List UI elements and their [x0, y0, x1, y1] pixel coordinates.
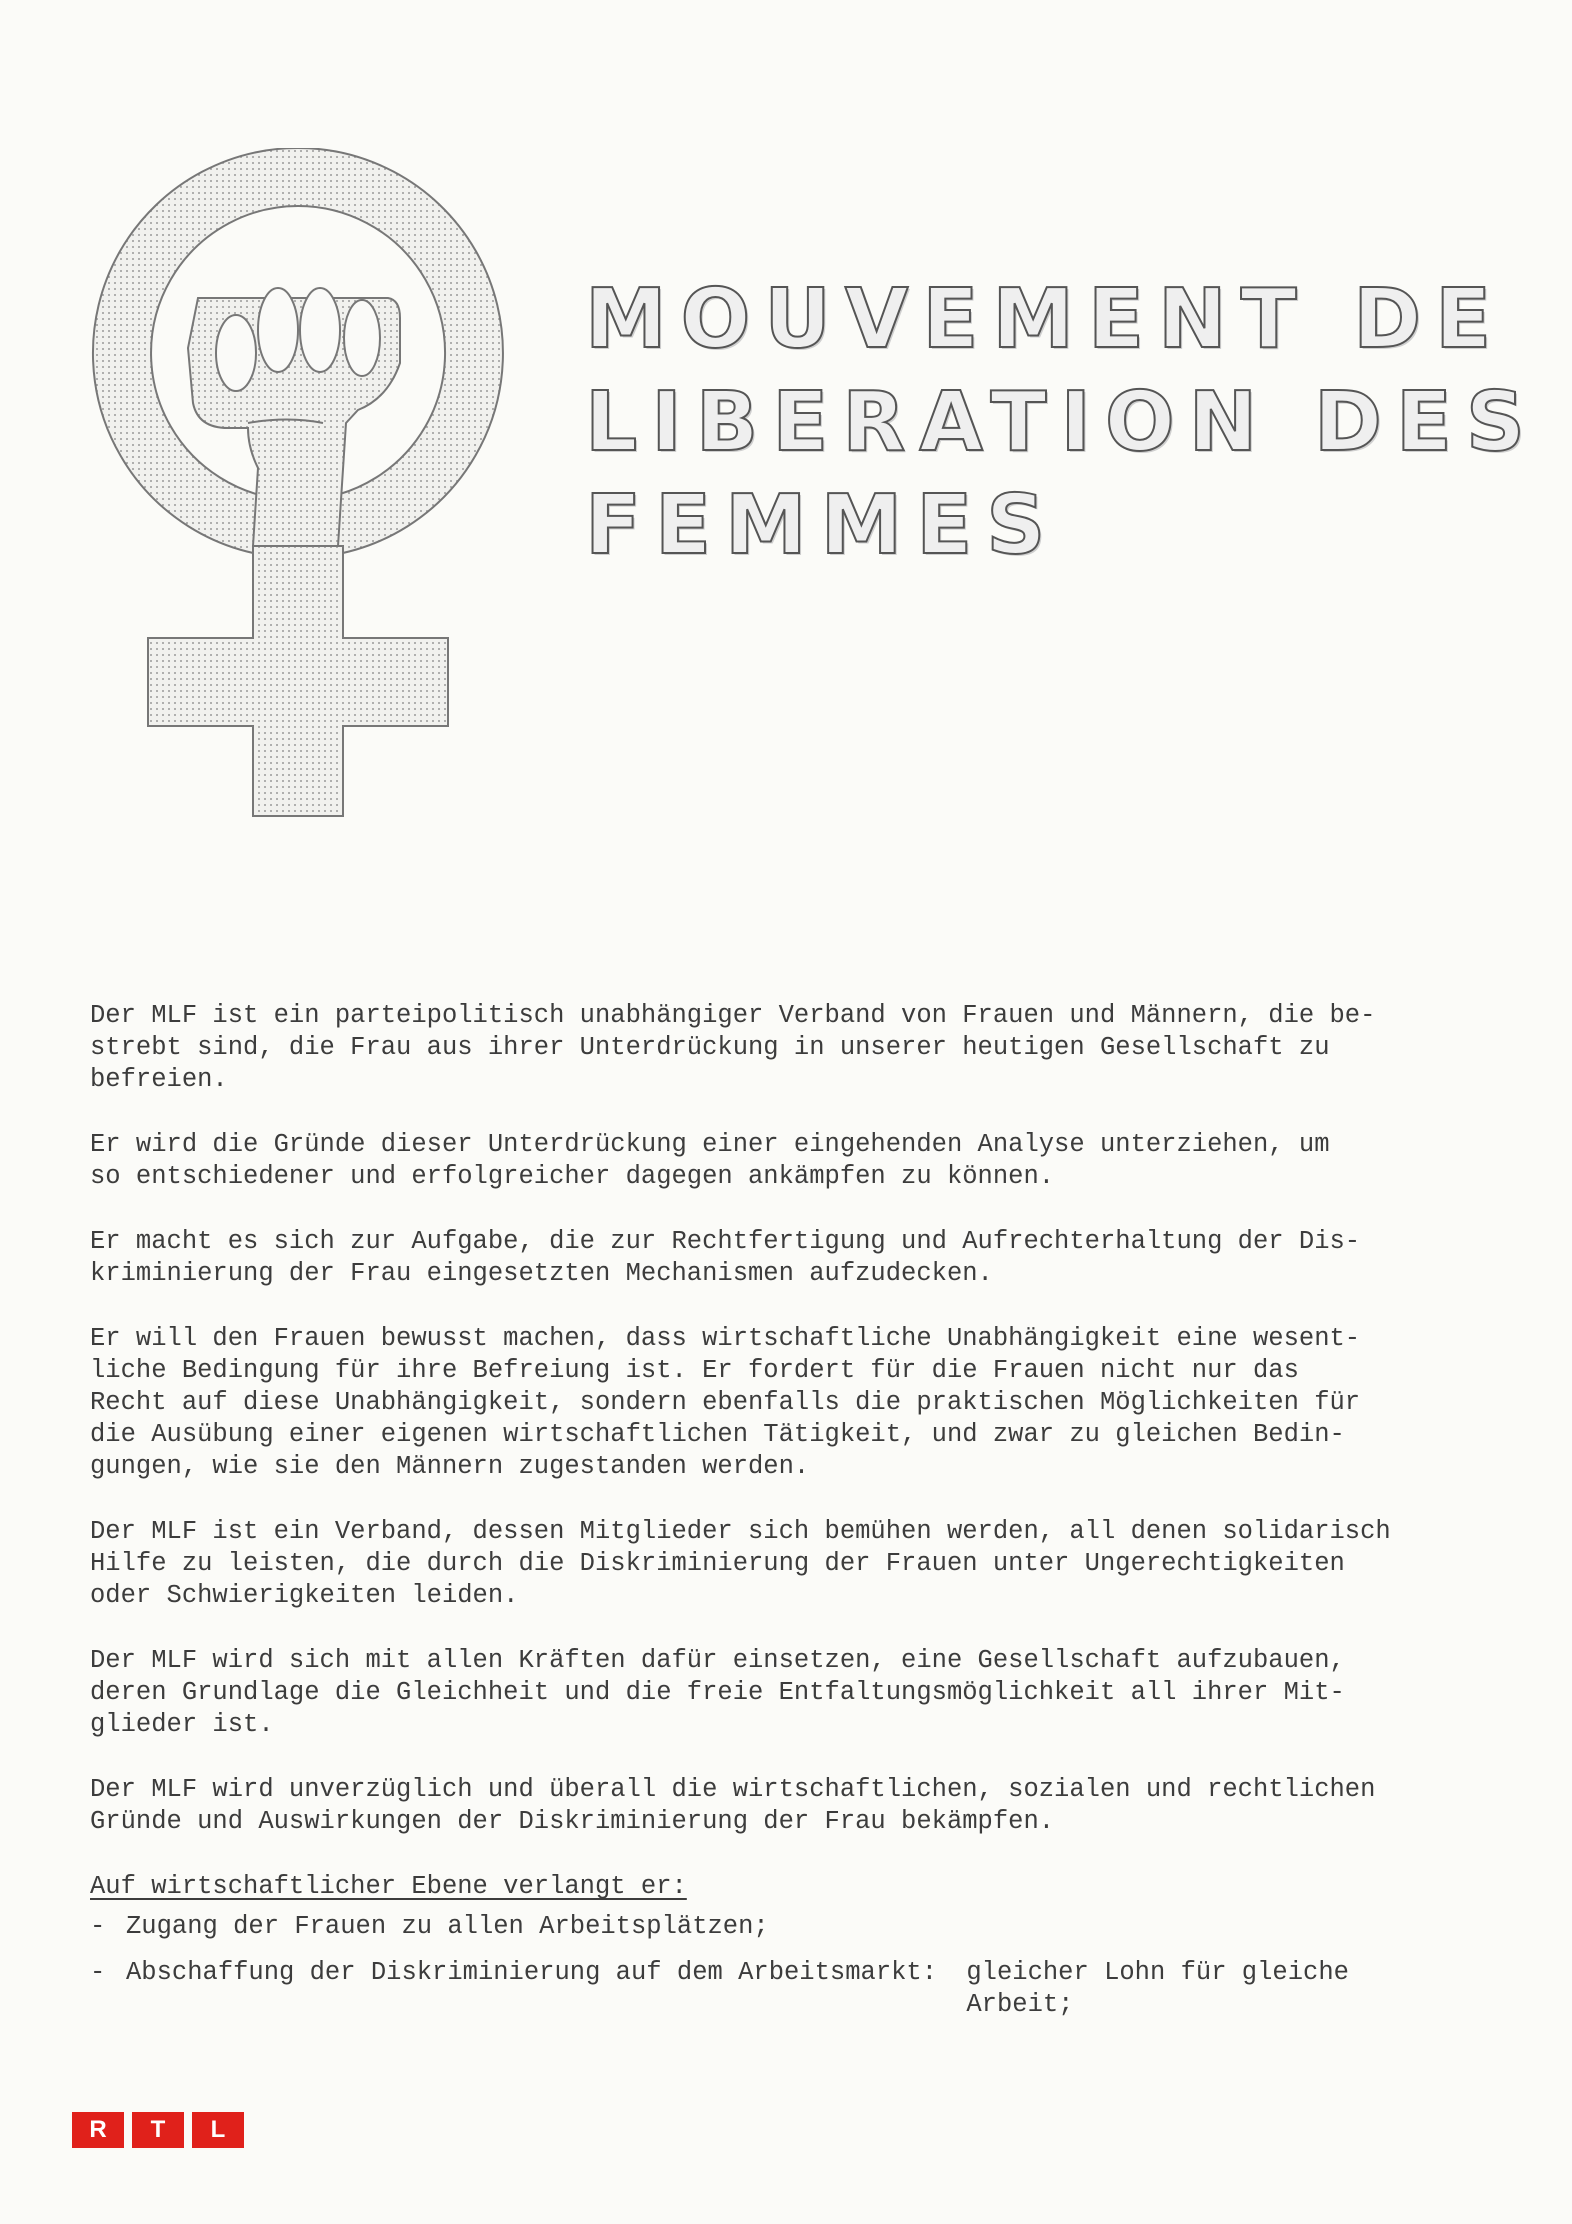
list-item [90, 1911, 1510, 1943]
title-line-3: FEMMES [585, 478, 1060, 573]
paragraph: Der MLF wird sich mit allen Kräften dafür einsetzen, eine Gesellschaft aufzubauen, deren Grundlage die Gleichheit und die freie Entfaltungsmöglichkeit all ihrer Mit- glieder ist. [90, 1646, 1345, 1739]
paragraph: Er macht es sich zur Aufgabe, die zur Rechtfertigung und Aufrechterhaltung der Dis- kriminierung der Frau eingesetzten Mechanismen aufzudecken. [90, 1227, 1361, 1288]
paragraph: Der MLF ist ein Verband, dessen Mitglieder sich bemühen werden, all denen solidarisch Hilfe zu leisten, die durch die Diskriminierung der Frauen unter Ungerechtigkeiten oder Schwierigkeiten leiden. [90, 1517, 1391, 1610]
venus-fist-icon [88, 148, 508, 818]
rtl-logo-letter: L [192, 2112, 244, 2148]
rtl-logo-letter: T [132, 2112, 184, 2148]
list-item-text: Zugang der Frauen zu allen Arbeitsplätzen; [126, 1912, 769, 1941]
list-item [90, 1957, 1510, 2021]
paragraph: Der MLF wird unverzüglich und überall die wirtschaftlichen, sozialen und rechtlichen Gründe und Auswirkungen der Diskriminierung der Frau bekämpfen. [90, 1775, 1376, 1836]
title-line-2: LIBERATION DES [585, 375, 1539, 470]
list-item-continuation: gleicher Lohn für gleiche Arbeit; [966, 1958, 1349, 2019]
paragraph: Er will den Frauen bewusst machen, dass wirtschaftliche Unabhängigkeit eine wesent- liche Bedingung für ihre Befreiung ist. Er fordert für die Frauen nicht nur das Recht auf diese Unabhängigkeit, sondern ebenfalls die praktischen Möglichkeiten für die Ausübung einer eigenen wirtschaftlichen Tätigkeit, und zwar zu gleichen Bedin- gungen, wie sie den Männern zugestanden werden. [90, 1324, 1361, 1481]
section-heading: Auf wirtschaftlicher Ebene verlangt er: [90, 1872, 687, 1901]
title-line-1: MOUVEMENT DE [585, 272, 1506, 367]
rtl-logo-letter: R [72, 2112, 124, 2148]
list-dash: - [90, 1912, 106, 1941]
paragraph: Der MLF ist ein parteipolitisch unabhängiger Verband von Frauen und Männern, die be- strebt sind, die Frau aus ihrer Unterdrückung in unserer heutigen Gesellschaft zu befreien. [90, 1001, 1376, 1094]
rtl-logo [72, 2112, 244, 2148]
list-dash: - [90, 1958, 106, 1987]
paragraph: Er wird die Gründe dieser Unterdrückung einer eingehenden Analyse unterziehen, um so entschiedener und erfolgreicher dagegen ankämpfen zu können. [90, 1130, 1330, 1191]
page-title [585, 268, 1545, 577]
list-item-text: Abschaffung der Diskriminierung auf dem Arbeitsmarkt: [126, 1958, 938, 1987]
document-body [90, 1000, 1510, 2035]
demands-list [90, 1911, 1510, 2021]
